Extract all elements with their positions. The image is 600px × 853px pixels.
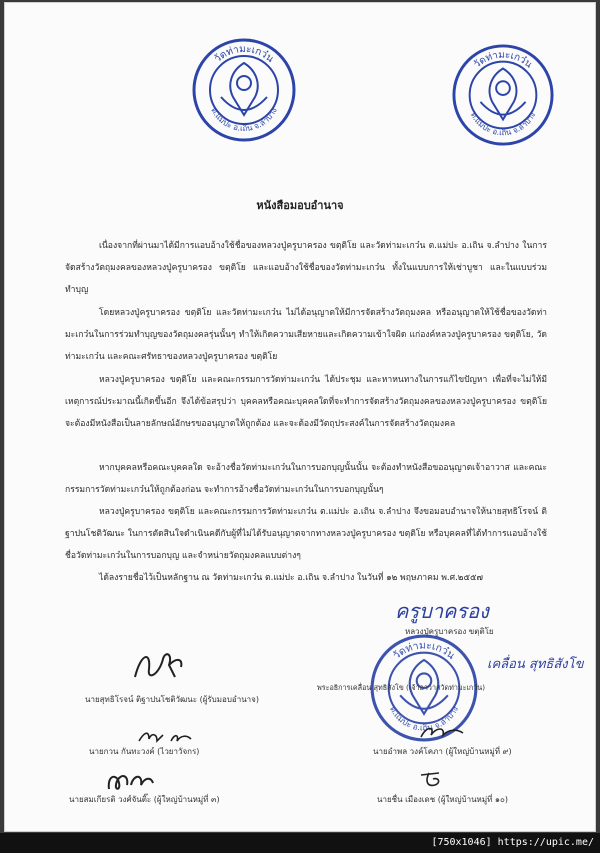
temple-seal-left bbox=[191, 37, 297, 143]
witness-3-signature-ink bbox=[417, 721, 467, 743]
grantee-name: นายสุทธิโรจน์ ติฐาปนโชติวัฒนะ (ผู้รับมอบอำนาจ) bbox=[85, 695, 259, 704]
document-title: หนังสือมอบอำนาจ bbox=[256, 199, 344, 212]
paragraph-3: หลวงปู่ครูบาครอง ขตฺติโย และคณะกรรมการวัดท่ามะเกว๋น ได้ประชุม และหาหนทางในการแก้ไขปัญหา เพื่อที่จะไม่ให้มีเหตุการณ์ประมาณนี้เกิดขึ้นอีก จึงได้ข้อสรุปว่า บุคคลหรือคณะบุคคลใดที่จะทำการจัดสร้างวัตถุมงคลของหลวงปู่ครูบาครอง ขตฺติโย จะต้องมีหนังสือเป็นลายลักษณ์อักษรขออนุญาตให้ถูกต้อง และจะต้องมีวัตถุประสงค์ในการจัดสร้างวัตถุมงคล bbox=[65, 375, 547, 429]
paragraph-2: โดยหลวงปู่ครูบาครอง ขตฺติโย และวัดท่ามะเกว๋น ไม่ได้อนุญาตให้มีการจัดสร้างวัตถุมงคล หรืออนุญาตให้ใช้ชื่อของวัดท่ามะเกว๋นในการร่วมทำบุญของวัตถุมงคลรุ่นนั้นๆ ทำให้เกิดความเสียหายและเกิดความเข้าใจผิด แก่องค์หลวงปู่ครูบาครอง ขตฺติโย, วัดท่ามะเกว๋น และคณะศรัทธาของหลวงปู่ครูบาครอง ขตฺติโย bbox=[65, 308, 547, 362]
witness-3-name: นายอำพล วงค์โคภา (ผู้ใหญ่บ้านหมู่ที่ ๙) bbox=[373, 747, 512, 756]
seal-top-text: วัดท่ามะเกว๋น bbox=[212, 43, 276, 65]
chief-monk-name: พระอธิการเคลื่อน สุทธิสังโข (เจ้าอาวาสวัดท่ามะเกว๋น) bbox=[317, 683, 486, 692]
document-page bbox=[4, 2, 596, 832]
abbot-signature-handwriting: ครูบาครอง bbox=[395, 599, 489, 623]
paragraph-6: ได้ลงรายชื่อไว้เป็นหลักฐาน ณ วัดท่ามะเกว๋น ต.แม่ปะ อ.เถิน จ.ลำปาง ในวันที่ ๑๒ พฤษภาคม พ.ศ.๒๕๕๗ bbox=[99, 573, 483, 583]
witness-1-name: นายกวน กันทะวงค์ (ไวยาวัจกร) bbox=[89, 747, 200, 756]
seal-bottom-text: ต.แม่ปะ อ.เถิน จ.ลำปาง bbox=[209, 106, 279, 134]
temple-seal-right bbox=[451, 43, 555, 147]
witness-1-signature-ink bbox=[135, 727, 195, 747]
witness-2-name: นายสมเกียรติ วงศ์จันติ๊ะ (ผู้ใหญ่บ้านหมู่ที่ ๓) bbox=[69, 795, 220, 804]
seal-bottom-text: ต.แม่ปะ อ.เถิน จ.ลำปาง bbox=[468, 110, 538, 138]
paragraph-1: เนื่องจากที่ผ่านมาได้มีการแอบอ้างใช้ชื่อของหลวงปู่ครูบาครอง ขตฺติโย และวัดท่ามะเกว๋น ต.แม่ปะ อ.เถิน จ.ลำปาง ในการจัดสร้างวัตถุมงคลของหลวงปู่ครูบาครอง ขตฺติโย และแอบอ้างใช้ชื่อของวัดท่ามะเกว๋น ทั้งในแบบการให้เช่าบูชา และในแบบร่วมทำบุญ bbox=[65, 241, 547, 295]
seal-top-text: วัดท่ามะเกว๋น bbox=[390, 639, 458, 662]
image-host-watermark: [750x1046] https://upic.me/ bbox=[0, 833, 600, 853]
paragraph-5: หลวงปู่ครูบาครอง ขตฺติโย และคณะกรรมการวัดท่ามะเกว๋น ต.แม่ปะ อ.เถิน จ.ลำปาง จึงขอมอบอำนาจให้นายสุทธิโรจน์ ติฐาปนโชติวัฒนะ ในการตัดสินใจดำเนินคดีกับผู้ที่ไม่ได้รับอนุญาตจากทางหลวงปู่ครูบาครอง ขตฺติโย หรือบุคคลที่ได้ทำการแอบอ้างใช้ชื่อวัดท่ามะเกว๋นในการบอกบุญ และจำหน่ายวัตถุมงคลแบบต่างๆ bbox=[65, 507, 547, 561]
grantee-signature-ink bbox=[129, 647, 187, 685]
witness-4-signature-ink bbox=[417, 767, 451, 789]
witness-2-signature-ink bbox=[103, 769, 157, 795]
seal-bottom-text: ต.แม่ปะ อ.เถิน จ.ลำปาง bbox=[387, 704, 461, 733]
paragraph-4: หากบุคคลหรือคณะบุคคลใด จะอ้างชื่อวัดท่ามะเกว๋นในการบอกบุญนั้นนั้น จะต้องทำหนังสือขออนุญาตเจ้าอาวาส และคณะกรรมการวัดท่ามะเกว๋นให้ถูกต้องก่อน จะทำการอ้างชื่อวัดท่ามะเกว๋นในการบอกบุญนั้นๆ bbox=[65, 463, 547, 495]
witness-4-name: นายชื่น เมืองเดช (ผู้ใหญ่บ้านหมู่ที่ ๑๐) bbox=[377, 795, 508, 804]
seal-top-text: วัดท่ามะเกว๋น bbox=[471, 49, 534, 71]
chief-signature-handwriting: เคลื่อน สุทธิสังโข bbox=[487, 657, 584, 672]
abbot-name: หลวงปู่ครูบาครอง ขตฺติโย bbox=[405, 627, 494, 636]
